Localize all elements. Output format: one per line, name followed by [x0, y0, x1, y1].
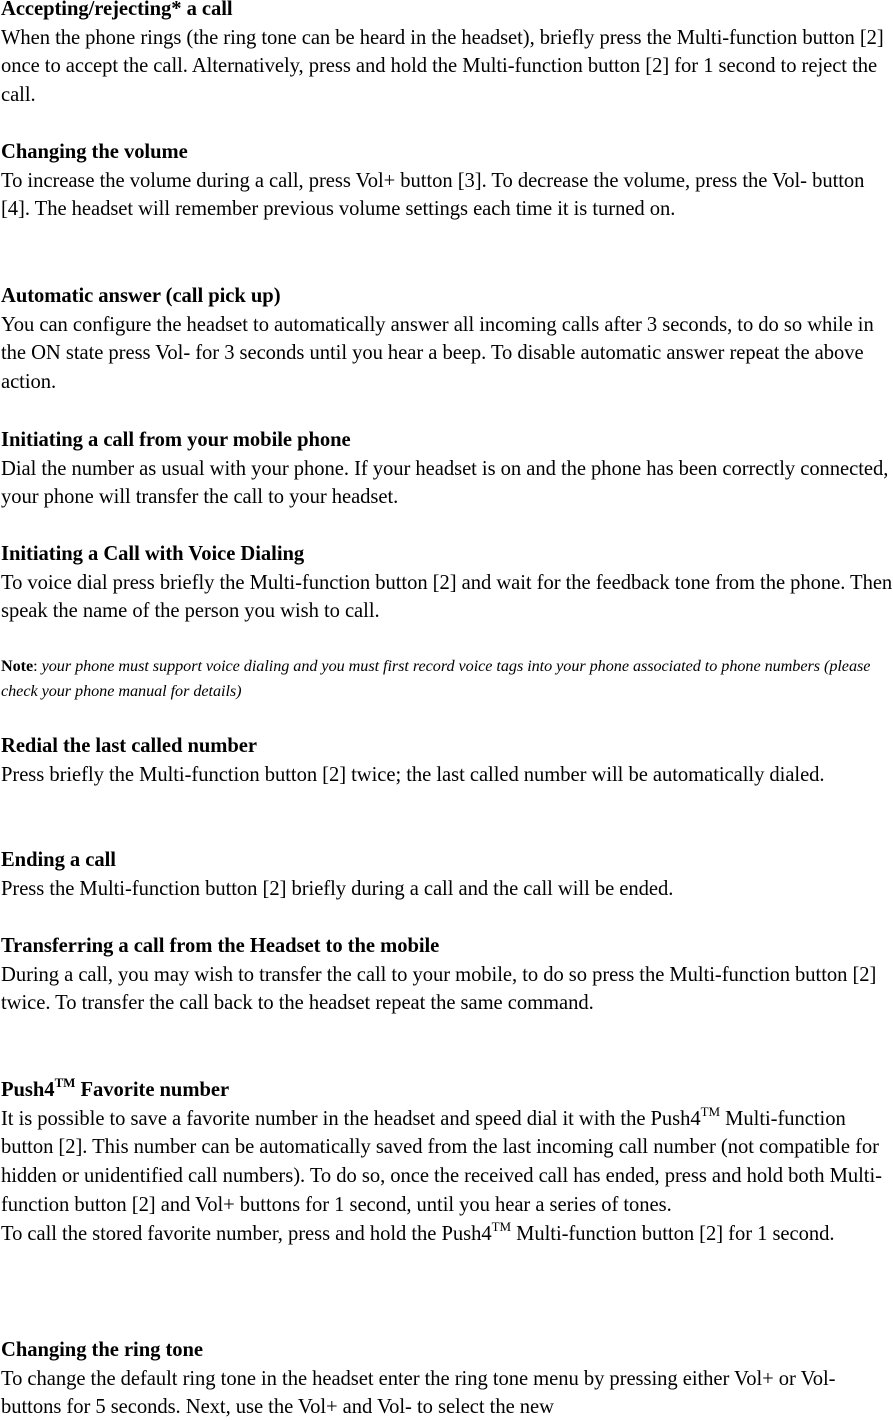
- heading-push4-favorite: [1, 1076, 893, 1105]
- section-automatic-answer: [1, 282, 893, 397]
- heading-push4-post: Favorite number: [75, 1079, 230, 1101]
- section-transferring: [1, 932, 893, 1018]
- note-label: Note: [1, 657, 34, 675]
- para-changing-volume: To increase the volume during a call, press Vol+ button [3]. To decrease the volume, press the Vol- button [4]. The headset will remember previous volume settings each time it is turned on.: [1, 169, 865, 221]
- heading-redial: Redial the last called number: [1, 735, 257, 757]
- section-redial: [1, 732, 893, 789]
- section-initiating-mobile: [1, 426, 893, 512]
- heading-ring-tone: Changing the ring tone: [1, 1339, 204, 1361]
- para-redial: Press briefly the Multi-function button [2] twice; the last called number will be automatically dialed.: [1, 763, 825, 786]
- para-voice-dialing: To voice dial press briefly the Multi-function button [2] and wait for the feedback tone from the phone. Then speak the name of the person you wish to call.: [1, 571, 893, 623]
- heading-automatic-answer: Automatic answer (call pick up): [1, 285, 281, 307]
- heading-push4-pre: Push4: [1, 1079, 55, 1101]
- para-transferring: During a call, you may wish to transfer the call to your mobile, to do so press the Multi-function button [2] twice. To transfer the call back to the headset repeat the same command.: [1, 963, 877, 1015]
- para-ending-call: Press the Multi-function button [2] briefly during a call and the call will be ended.: [1, 877, 674, 900]
- trademark-mark: TM: [54, 1075, 76, 1091]
- para-initiating-mobile: Dial the number as usual with your phone. If your headset is on and the phone has been correctly connected, your phone will transfer the call to your headset.: [1, 457, 889, 509]
- heading-voice-dialing: Initiating a Call with Voice Dialing: [1, 543, 305, 565]
- heading-ending-call: Ending a call: [1, 849, 116, 871]
- heading-initiating-mobile: Initiating a call from your mobile phone: [1, 429, 351, 451]
- note-colon: :: [33, 657, 42, 675]
- heading-transferring: Transferring a call from the Headset to the mobile: [1, 935, 440, 957]
- section-note: [1, 654, 893, 703]
- section-ring-tone: [1, 1336, 893, 1420]
- para-push4-save-pre: It is possible to save a favorite number in the headset and speed dial it with the Push4: [1, 1107, 701, 1130]
- heading-changing-volume: Changing the volume: [1, 141, 188, 163]
- para-push4-save: [1, 1105, 893, 1220]
- section-accepting-call: [1, 0, 893, 110]
- section-ending-call: [1, 846, 893, 903]
- section-changing-volume: [1, 138, 893, 224]
- heading-accepting-call: Accepting/rejecting* a call: [1, 0, 233, 20]
- note-text: your phone must support voice dialing and you must first record voice tags into your phone associated to phone numbers (please check your phone manual for details): [1, 657, 871, 700]
- section-voice-dialing: [1, 540, 893, 626]
- para-push4-call-post: Multi-function button [2] for 1 second.: [511, 1222, 835, 1245]
- para-ring-tone: To change the default ring tone in the headset enter the ring tone menu by pressing either Vol+ or Vol- buttons for 5 seconds. Next, use the Vol+ and Vol- to select the new: [1, 1367, 836, 1419]
- trademark-mark: TM: [700, 1103, 721, 1119]
- section-push4-favorite: [1, 1076, 893, 1248]
- para-accepting-call: When the phone rings (the ring tone can be heard in the headset), briefly press the Multi-function button [2] once to accept the call. Alternatively, press and hold the Multi-function button [2] for 1 second to reject the call.: [1, 26, 884, 107]
- para-push4-save-post: Multi-function button [2]. This number can be automatically saved from the last incoming call number (not compatible for hidden or unidentified call numbers). To do so, once the received call has ended, press and hold both Multi-function button [2] and Vol+ buttons for 1 second, until you hear a series of tones.: [1, 1107, 882, 1216]
- para-push4-call: [1, 1220, 893, 1249]
- trademark-mark: TM: [491, 1218, 511, 1234]
- para-push4-call-pre: To call the stored favorite number, press and hold the Push4: [1, 1222, 492, 1245]
- para-automatic-answer: You can configure the headset to automatically answer all incoming calls after 3 seconds, to do so while in the ON state press Vol- for 3 seconds until you hear a beep. To disable automatic answer repeat the above action.: [1, 313, 874, 394]
